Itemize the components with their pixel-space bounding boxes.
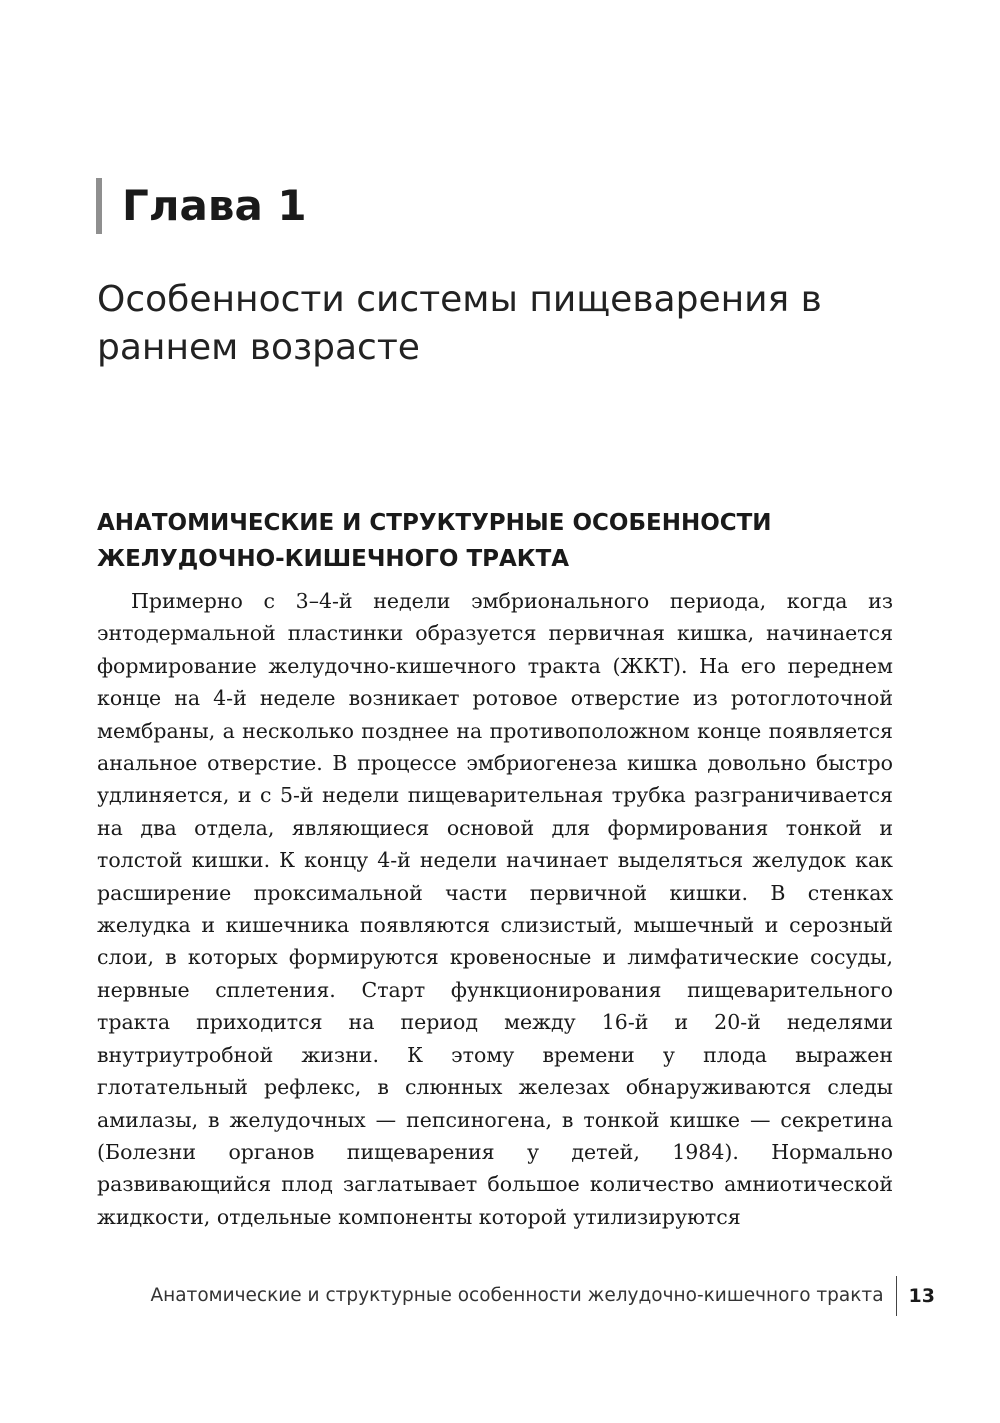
running-footer <box>0 1276 935 1316</box>
page-number: 13 <box>908 1285 935 1307</box>
section-heading: АНАТОМИЧЕСКИЕ И СТРУКТУРНЫЕ ОСОБЕННОСТИ ЖЕЛУДОЧНО-КИШЕЧНОГО ТРАКТА <box>97 510 772 572</box>
chapter-label <box>96 178 307 234</box>
chapter-number: Глава 1 <box>122 181 307 230</box>
body-paragraph: Примерно с 3–4-й недели эмбрионального периода, когда из энтодермальной пластинки образуется первичная кишка, начинается формирование желудочно-кишечного тракта (ЖКТ). На его переднем конце на 4-й неделе возникает ротовое отверстие из ротоглоточной мембраны, а несколько позднее на противоположном конце появляется анальное отверстие. В процессе эмбриогенеза кишка довольно быстро удлиняется, и с 5-й недели пищеварительная трубка разграничивается на два отдела, являющиеся основой для формирования тонкой и толстой кишки. К концу 4-й недели начинает выделяться желудок как расширение проксимальной части первичной кишки. В стенках желудка и кишечника появляются слизистый, мышечный и серозный слои, в которых формируются кровеносные и лимфатические сосуды, нервные сплетения. Старт функционирования пищеварительного тракта приходится на период между 16-й и 20-й неделями внутриутробной жизни. К этому времени у плода выражен глотательный рефлекс, в слюнных железах обнаруживаются следы амилазы, в желудочных — пепсиногена, в тонкой кишке — секретина (Болезни органов пищеварения у детей, 1984). Нормально развивающийся плод заглатывает большое количество амниотической жидкости, отдельные компоненты которой утилизируются <box>97 589 893 1229</box>
footer-divider <box>896 1276 897 1316</box>
running-title: Анатомические и структурные особенности желудочно-кишечного тракта <box>150 1285 884 1306</box>
chapter-title: Особенности системы пищеварения в раннем возрасте <box>97 279 822 368</box>
chapter-bar <box>96 178 102 234</box>
